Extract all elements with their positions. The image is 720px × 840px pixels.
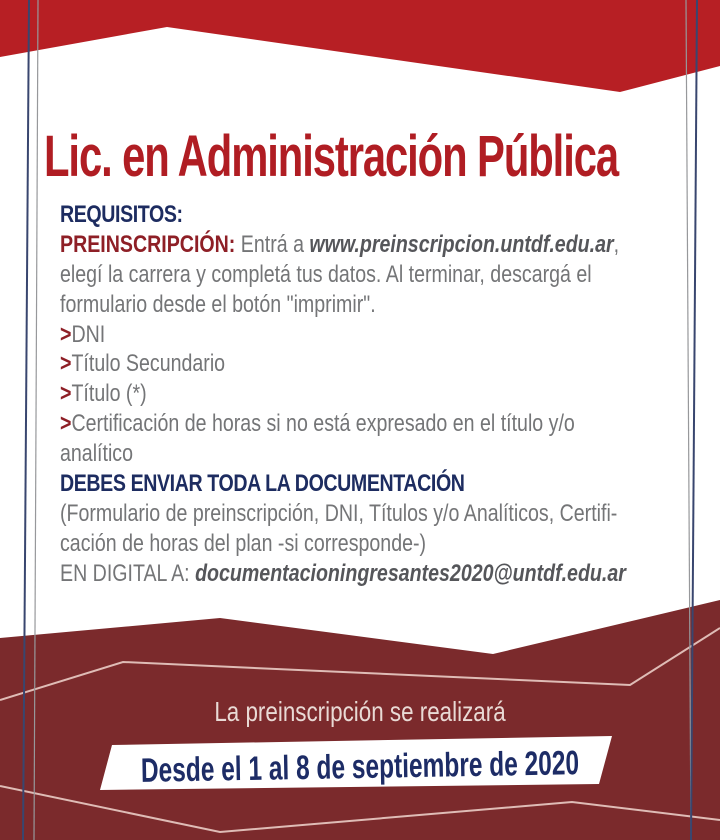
requirements-block xyxy=(60,200,626,589)
footer-lead-text: La preinscripción se realizará xyxy=(214,696,506,727)
arrow-icon: > xyxy=(60,380,72,408)
digital-email-link[interactable]: documentacioningresantes2020@untdf.edu.ar xyxy=(195,559,626,587)
bullet-dni-label: DNI xyxy=(71,320,106,348)
bullet-titulo-label: Título (*) xyxy=(71,380,147,408)
date-banner-text: Desde el 1 al 8 de septiembre de 2020 xyxy=(140,744,580,790)
requisitos-label: REQUISITOS: xyxy=(60,201,183,228)
digital-line xyxy=(60,559,626,589)
bullet-certificacion-cont: analítico xyxy=(60,440,134,468)
bullet-titulo-secundario-label: Título Secundario xyxy=(71,350,226,378)
bullet-dni xyxy=(60,320,626,350)
preinscription-url-link[interactable]: www.preinscripcion.untdf.edu.ar xyxy=(309,230,614,258)
digital-label: EN DIGITAL A: xyxy=(60,559,196,587)
debes-heading xyxy=(60,469,626,499)
debes-heading-label: DEBES ENVIAR TODA LA DOCUMENTACIÓN xyxy=(60,470,465,498)
documentation-note-2: cación de horas del plan -si corresponde-) xyxy=(60,529,427,557)
preinscripcion-label: PREINSCRIPCIÓN: xyxy=(60,230,236,258)
bullet-titulo-secundario xyxy=(60,349,626,379)
requisitos-heading xyxy=(60,200,626,230)
arrow-icon: > xyxy=(60,320,72,348)
page-title: Lic. en Administración Pública xyxy=(44,124,619,189)
instructions-line-2: elegí la carrera y completá tus datos. Al terminar, descargá el xyxy=(60,260,592,288)
preinscripcion-pre-text: Entrá a xyxy=(235,230,310,258)
bullet-certificacion-label: Certificación de horas si no está expresado en el título y/o xyxy=(71,410,575,438)
preinscripcion-line xyxy=(60,230,626,260)
preinscripcion-post-text: , xyxy=(613,230,620,258)
bullet-certificacion xyxy=(60,409,626,439)
arrow-icon: > xyxy=(60,410,72,438)
instructions-line-3: formulario desde el botón "imprimir". xyxy=(60,290,376,318)
bullet-titulo xyxy=(60,379,626,409)
arrow-icon: > xyxy=(60,350,72,378)
documentation-note-1: (Formulario de preinscripción, DNI, Títulos y/o Analíticos, Certifi- xyxy=(60,499,618,527)
top-banner-shape xyxy=(0,0,720,92)
